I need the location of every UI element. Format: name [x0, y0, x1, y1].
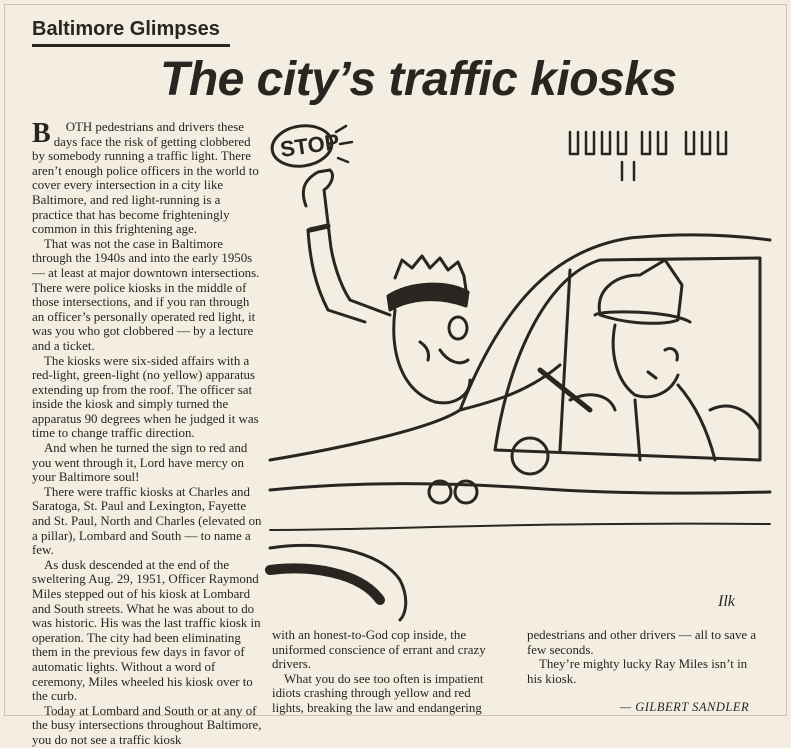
driver-face: [613, 325, 678, 397]
officer-sleeve: [308, 230, 365, 322]
officer-arm: [303, 170, 390, 315]
article-paragraph: They’re mighty lucky Ray Miles isn’t in his kiosk.: [527, 657, 748, 686]
byline: — GILBERT SANDLER: [620, 700, 750, 714]
article-paragraph: There were traffic kiosks at Charles and Saratoga, St. Paul and Lexington, Fayette and St. Paul, North and Charles (elevated on a pillar), Lombard and South — to name a few.: [32, 484, 262, 558]
article-paragraph: And when he turned the sign to red and you went through it, Lord have mercy on your Baltimore soul!: [32, 441, 248, 485]
tire: [270, 569, 380, 600]
officer-mouth: [440, 350, 468, 363]
article-paragraph: The kiosks were six-sided affairs with a red-light, green-light (no yellow) apparatus extending up from the roof. The officer sat inside the kiosk and simply turned the apparatus 90 degrees when he judged it was time to change traffic direction.: [32, 353, 259, 441]
article-paragraph: As dusk descended at the end of the sweltering Aug. 29, 1951, Officer Raymond Miles stepped out of his kiosk at Lombard and South streets. What he was about to do was historic. His was the last traffic kiosk in operation. The city had been eliminating them in the previous few days in favor of automatic lights. Without a word of ceremony, Miles wheeled his kiosk over to the curb.: [32, 557, 261, 704]
article-column-1: [32, 118, 262, 747]
building-windows: [570, 132, 726, 180]
article-paragraph: That was not the case in Baltimore through the 1940s and into the early 1950s — at least at major downtown intersections. There were police kiosks in the middle of those intersections, and if you ran through an officer’s personally operated red light, it was you who got clobbered — by a lecture and a ticket.: [32, 236, 260, 353]
driver-ear: [665, 348, 677, 360]
article-paragraph: What you do see too often is impatient idiots crashing through yellow and red lights, breaking the law and endangering: [272, 671, 484, 715]
car-roof: [270, 235, 770, 460]
car-body-line: [270, 484, 770, 493]
officer-cap-brim: [388, 284, 468, 310]
officer-ear: [420, 342, 429, 360]
drop-cap: B: [32, 118, 51, 149]
car-trim: [270, 524, 770, 530]
article-column-2: [272, 628, 500, 716]
wheel-arch: [270, 545, 406, 620]
stop-sign-text: STOP: [278, 128, 341, 162]
article-paragraph: with an honest-to-God cop inside, the uniformed conscience of errant and crazy drivers.: [272, 628, 486, 672]
headline: The city’s traffic kiosks: [160, 53, 677, 106]
car-headlamp: [512, 438, 548, 474]
officer-face: [394, 310, 470, 403]
article-column-3: [527, 628, 757, 686]
cartoon-illustration: [270, 110, 770, 620]
window-pillar: [560, 270, 570, 450]
driver-mouth: [648, 372, 656, 378]
artist-signature: Ilk: [718, 593, 735, 610]
article-paragraph: pedestrians and other drivers — all to save a few seconds.: [527, 628, 757, 657]
passenger-shoulder: [710, 406, 760, 430]
article-paragraph: B OTH pedestrians and drivers these days face the risk of getting clobbered by somebody running a traffic light. There aren’t enough police officers in the world to cover every intersection in a city like Baltimore, and red light-running is a practice that has become frighteningly common in this frightening age.: [32, 120, 262, 237]
officer-nose: [449, 317, 467, 339]
article-paragraph: Today at Lombard and South or at any of the busy intersections throughout Baltimore, you do not see a traffic kiosk: [32, 703, 262, 747]
section-heading: Baltimore Glimpses: [32, 18, 220, 40]
section-underline: [32, 44, 230, 47]
car-window: [495, 258, 760, 460]
